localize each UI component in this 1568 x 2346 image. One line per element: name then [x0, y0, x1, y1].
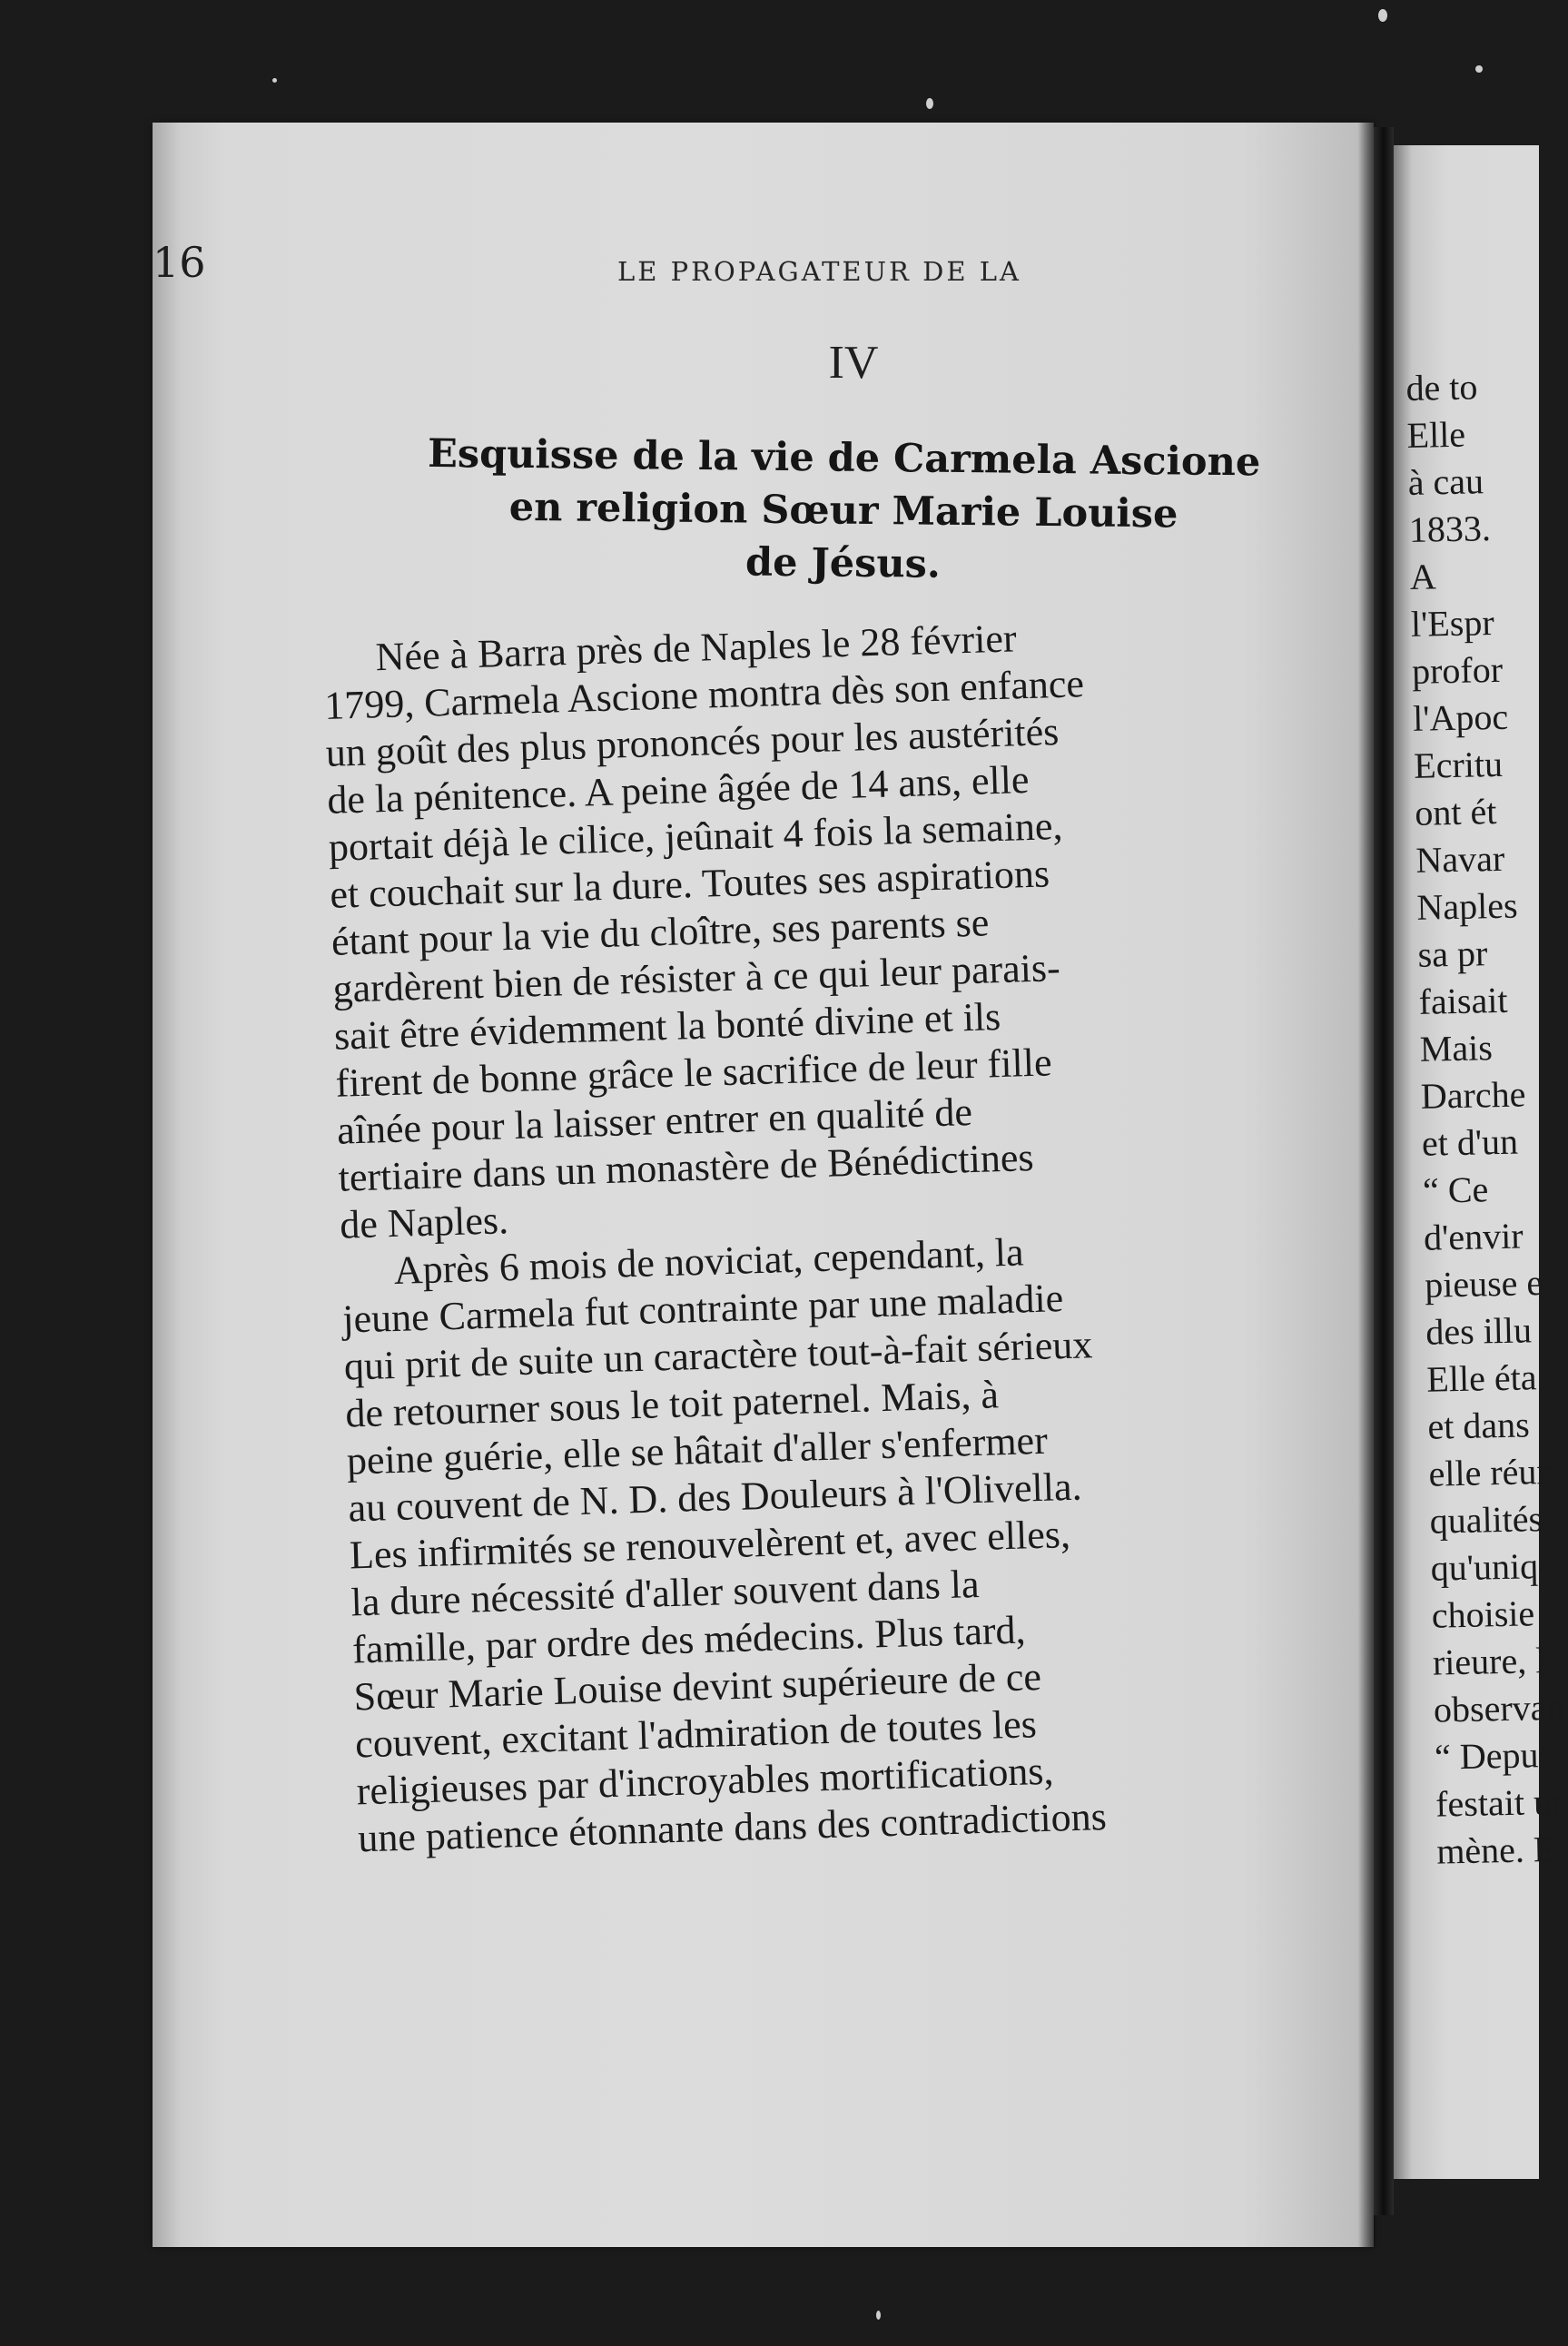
text-line: l'Espr	[1410, 602, 1495, 645]
paragraph-1	[322, 606, 1330, 1249]
text-line: l'Apoc	[1412, 695, 1509, 739]
scan-speck	[926, 98, 933, 109]
text-line: aînée pour la laisser entrer en qualité de	[336, 1089, 973, 1153]
text-line: Elle	[1406, 413, 1466, 456]
text-line: Après 6 mois de noviciat, cependant, la	[393, 1229, 1025, 1293]
text-line: un goût des plus prononcés pour les austérités	[325, 708, 1060, 775]
text-line: Darche	[1420, 1073, 1526, 1117]
text-line: Naples	[1416, 884, 1519, 928]
text-line: jeune Carmela fut contrainte par une maladie	[341, 1276, 1064, 1342]
text-line: au couvent de N. D. des Douleurs à l'Olivella.	[347, 1464, 1083, 1531]
title-line: Esquisse de la vie de Carmela Ascione	[427, 430, 1261, 486]
text-line: de Naples.	[339, 1198, 509, 1247]
text-line: qu'uniq	[1430, 1545, 1539, 1589]
text-line: de la pénitence. A peine âgée de 14 ans, elle	[326, 756, 1031, 823]
title-line: de Jésus.	[745, 539, 942, 587]
text-line: et d'un	[1421, 1120, 1519, 1164]
text-line: rieure, l	[1432, 1640, 1546, 1683]
text-line: la dure nécessité d'aller souvent dans la	[350, 1562, 981, 1625]
text-line: portait déjà le cilice, jeûnait 4 fois la semaine,	[328, 803, 1064, 870]
scan-speck	[876, 2311, 881, 2320]
text-line: Elle éta	[1425, 1356, 1537, 1400]
text-line: Les infirmités se renouvelèrent et, avec elles,	[349, 1512, 1071, 1578]
text-line: tertiaire dans un monastère de Bénédictines	[337, 1135, 1035, 1200]
text-line: religieuses par d'incroyables mortifications,	[356, 1748, 1055, 1814]
text-line: Ecritu	[1413, 743, 1504, 786]
text-line: profor	[1411, 648, 1504, 692]
text-line: A	[1409, 556, 1437, 597]
text-line: Mais	[1419, 1027, 1494, 1070]
text-line: d'envir	[1423, 1215, 1524, 1258]
section-number: IV	[828, 337, 879, 389]
scan-speck	[1378, 9, 1387, 22]
text-line: des illu	[1425, 1309, 1533, 1353]
text-line: Navar	[1415, 837, 1505, 881]
text-line: couvent, excitant l'admiration de toutes les	[354, 1701, 1038, 1767]
text-line: 1833.	[1408, 508, 1492, 550]
text-line: peine guérie, elle se hâtait d'aller s'enfermer	[346, 1417, 1049, 1484]
text-line: une patience étonnante dans des contradictions	[357, 1793, 1108, 1861]
text-line: et dans	[1427, 1404, 1531, 1447]
book-gutter	[1374, 127, 1394, 2215]
text-line: qui prit de suite un caractère tout-à-fait sérieux	[343, 1322, 1093, 1389]
text-line: sa pr	[1417, 932, 1488, 975]
text-line: Née à Barra près de Naples le 28 février	[375, 616, 1018, 680]
text-line: firent de bonne grâce le sacrifice de leur fille	[334, 1040, 1053, 1106]
text-line: qualités	[1429, 1498, 1543, 1542]
text-line: 1799, Carmela Ascione montra dès son enfance	[323, 661, 1085, 728]
scan-speck	[272, 78, 277, 83]
text-line: ont ét	[1414, 791, 1497, 833]
text-line: pieuse e	[1424, 1262, 1543, 1306]
text-line: sait être évidemment la bonté divine et ils	[333, 994, 1001, 1059]
article-title	[352, 427, 1335, 595]
title-line: en religion Sœur Marie Louise	[508, 484, 1178, 537]
article-body	[322, 606, 1348, 1863]
text-line: “ Depu	[1434, 1734, 1539, 1778]
text-line: Sœur Marie Louise devint supérieure de ce	[352, 1654, 1042, 1720]
running-head: LE PROPAGATEUR DE LA	[617, 256, 1021, 287]
paragraph-2	[340, 1219, 1348, 1862]
text-line: de to	[1405, 366, 1478, 409]
text-line: gardèrent bien de résister à ce qui leur parais-	[331, 945, 1061, 1011]
text-line: famille, par ordre des médecins. Plus tard,	[351, 1607, 1027, 1672]
text-line: et couchait sur la dure. Toutes ses aspirations	[329, 851, 1050, 917]
text-line: “ Ce	[1422, 1168, 1489, 1211]
page-number: 16	[153, 238, 206, 287]
text-line: elle réur	[1428, 1450, 1550, 1494]
text-line: observan	[1433, 1686, 1565, 1730]
text-line: faisait	[1418, 979, 1508, 1022]
text-line: festait ur	[1435, 1780, 1564, 1825]
text-line: à cau	[1407, 460, 1484, 503]
text-line: choisie	[1431, 1592, 1535, 1636]
scan-speck	[1475, 65, 1483, 73]
text-line: mène. E	[1435, 1828, 1556, 1872]
text-line: étant pour la vie du cloître, ses parents se	[330, 900, 990, 964]
text-line: de retourner sous le toit paternel. Mais, à	[344, 1372, 1000, 1436]
